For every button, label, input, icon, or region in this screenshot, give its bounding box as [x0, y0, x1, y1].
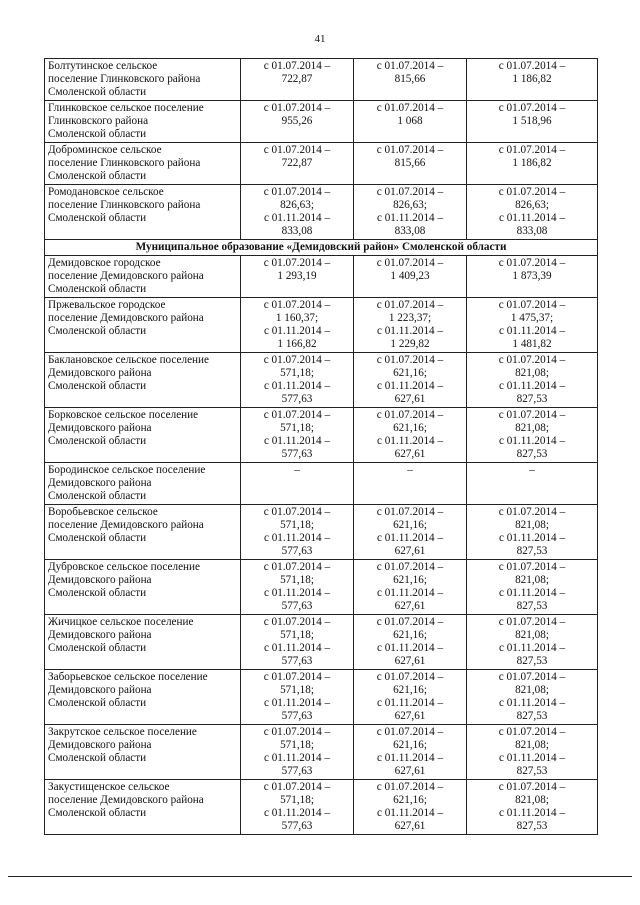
tariff-value-line: с 01.07.2014 – [498, 506, 566, 518]
tariff-table [44, 58, 598, 835]
tariff-value-line: – [407, 464, 413, 476]
tariff-value-line: с 01.07.2014 – [376, 726, 444, 738]
settlement-name-line: Демидовского района [48, 367, 152, 379]
table-row [45, 670, 598, 725]
settlement-name-cell [45, 505, 241, 560]
tariff-cell [467, 463, 598, 505]
page-number: 41 [314, 33, 326, 45]
tariff-value-line: с 01.07.2014 – [376, 257, 444, 269]
section-title: Муниципальное образование «Демидовский район» Смоленской области [45, 240, 598, 256]
settlement-name-line: Баклановское сельское поселение [48, 354, 209, 366]
tariff-cell [354, 725, 467, 780]
settlement-name-line: Жичицкое сельское поселение [48, 616, 194, 628]
tariff-value-line: с 01.07.2014 – [263, 144, 331, 156]
tariff-value-line: 571,18; [280, 519, 314, 531]
settlement-name-line: Глинковского района [48, 115, 149, 127]
tariff-value-line: с 01.11.2014 – [498, 587, 566, 599]
tariff-value-line: 627,61 [394, 820, 426, 832]
tariff-value-line: 627,61 [394, 393, 426, 405]
settlement-name-line: Ромодановское сельское [48, 186, 164, 198]
tariff-value-line: с 01.07.2014 – [498, 60, 566, 72]
tariff-value-line: 826,63; [515, 199, 549, 211]
tariff-cell [241, 59, 354, 101]
tariff-value-line: с 01.11.2014 – [376, 587, 444, 599]
table-row [45, 505, 598, 560]
tariff-value-line: с 01.11.2014 – [263, 807, 331, 819]
tariff-value-line: 571,18; [280, 684, 314, 696]
table-row [45, 298, 598, 353]
settlement-name-cell [45, 408, 241, 463]
tariff-value-line: 621,16; [393, 739, 427, 751]
tariff-value-line: с 01.07.2014 – [376, 616, 444, 628]
tariff-value-line: 571,18; [280, 422, 314, 434]
settlement-name-cell [45, 256, 241, 298]
tariff-value-line: с 01.11.2014 – [376, 532, 444, 544]
tariff-cell [354, 463, 467, 505]
table-row [45, 725, 598, 780]
settlement-name-cell [45, 101, 241, 143]
tariff-value-line: с 01.07.2014 – [498, 299, 566, 311]
tariff-cell [354, 670, 467, 725]
tariff-value-line: с 01.07.2014 – [498, 726, 566, 738]
tariff-value-line: 827,53 [516, 820, 548, 832]
tariff-cell [467, 408, 598, 463]
tariff-value-line: 577,63 [281, 448, 313, 460]
tariff-value-line: с 01.07.2014 – [498, 409, 566, 421]
tariff-value-line: с 01.11.2014 – [376, 642, 444, 654]
tariff-value-line: 571,18; [280, 574, 314, 586]
tariff-value-line: с 01.07.2014 – [263, 561, 331, 573]
table-row [45, 780, 598, 835]
tariff-value-line: с 01.11.2014 – [376, 380, 444, 392]
tariff-cell [467, 353, 598, 408]
settlement-name-line: поселение Демидовского района [48, 270, 204, 282]
tariff-value-line: с 01.07.2014 – [498, 186, 566, 198]
tariff-cell [354, 615, 467, 670]
tariff-value-line: 821,08; [515, 422, 549, 434]
tariff-value-line: 627,61 [394, 765, 426, 777]
tariff-value-line: 627,61 [394, 710, 426, 722]
tariff-value-line: 627,61 [394, 545, 426, 557]
tariff-cell [354, 143, 467, 185]
settlement-name-line: Смоленской области [48, 642, 147, 654]
tariff-value-line: 821,08; [515, 684, 549, 696]
settlement-name-line: Смоленской области [48, 283, 147, 295]
table-row [45, 185, 598, 240]
tariff-value-line: 955,26 [281, 115, 313, 127]
tariff-cell [354, 298, 467, 353]
tariff-value-line: 1 068 [397, 115, 423, 127]
tariff-value-line: с 01.11.2014 – [263, 752, 331, 764]
tariff-value-line: 1 873,39 [512, 270, 552, 282]
tariff-cell [467, 185, 598, 240]
tariff-value-line: с 01.07.2014 – [376, 102, 444, 114]
tariff-cell [241, 143, 354, 185]
tariff-value-line: с 01.11.2014 – [376, 697, 444, 709]
tariff-value-line: 833,08 [281, 225, 313, 237]
tariff-value-line: 621,16; [393, 794, 427, 806]
tariff-value-line: 821,08; [515, 367, 549, 379]
table-row [45, 353, 598, 408]
tariff-value-line: с 01.11.2014 – [498, 435, 566, 447]
tariff-cell [354, 256, 467, 298]
tariff-value-line: 1 229,82 [390, 338, 430, 350]
tariff-value-line: 577,63 [281, 820, 313, 832]
tariff-value-line: с 01.07.2014 – [498, 781, 566, 793]
tariff-value-line: 577,63 [281, 765, 313, 777]
tariff-value-line: с 01.07.2014 – [263, 616, 331, 628]
tariff-value-line: с 01.07.2014 – [376, 409, 444, 421]
tariff-cell [467, 615, 598, 670]
tariff-cell [241, 256, 354, 298]
settlement-name-cell [45, 59, 241, 101]
table-row [45, 143, 598, 185]
settlement-name-line: Демидовского района [48, 477, 152, 489]
tariff-value-line: с 01.07.2014 – [376, 299, 444, 311]
settlement-name-cell [45, 725, 241, 780]
tariff-value-line: с 01.07.2014 – [498, 616, 566, 628]
tariff-value-line: с 01.07.2014 – [263, 102, 331, 114]
tariff-value-line: 722,87 [281, 157, 313, 169]
tariff-cell [354, 408, 467, 463]
tariff-value-line: 827,53 [516, 710, 548, 722]
tariff-cell [241, 463, 354, 505]
tariff-cell [241, 780, 354, 835]
tariff-cell [467, 560, 598, 615]
settlement-name-line: Доброминское сельское [48, 144, 162, 156]
settlement-name-line: Заборьевское сельское поселение [48, 671, 208, 683]
tariff-cell [241, 725, 354, 780]
tariff-value-line: с 01.11.2014 – [376, 435, 444, 447]
tariff-value-line: 1 186,82 [512, 157, 552, 169]
settlement-name-cell [45, 185, 241, 240]
tariff-value-line: с 01.11.2014 – [263, 325, 331, 337]
tariff-value-line: 827,53 [516, 393, 548, 405]
table-row [45, 463, 598, 505]
tariff-value-line: с 01.11.2014 – [498, 807, 566, 819]
tariff-value-line: с 01.11.2014 – [263, 587, 331, 599]
tariff-value-line: с 01.11.2014 – [263, 642, 331, 654]
settlement-name-line: Пржевальское городское [48, 299, 166, 311]
tariff-value-line: 577,63 [281, 393, 313, 405]
tariff-cell [241, 101, 354, 143]
settlement-name-line: Смоленской области [48, 380, 147, 392]
settlement-name-cell [45, 353, 241, 408]
table-row [45, 615, 598, 670]
tariff-cell [354, 185, 467, 240]
tariff-value-line: с 01.07.2014 – [263, 409, 331, 421]
table-row [45, 101, 598, 143]
settlement-name-line: поселение Демидовского района [48, 312, 204, 324]
tariff-value-line: 827,53 [516, 545, 548, 557]
tariff-value-line: 833,08 [394, 225, 426, 237]
settlement-name-cell [45, 670, 241, 725]
settlement-name-line: Бородинское сельское поселение [48, 464, 206, 476]
tariff-value-line: с 01.07.2014 – [498, 354, 566, 366]
tariff-value-line: с 01.11.2014 – [263, 532, 331, 544]
tariff-value-line: с 01.07.2014 – [498, 561, 566, 573]
tariff-value-line: с 01.11.2014 – [263, 697, 331, 709]
tariff-value-line: 1 409,23 [390, 270, 430, 282]
tariff-value-line: с 01.07.2014 – [376, 671, 444, 683]
settlement-name-cell [45, 298, 241, 353]
table-row [45, 408, 598, 463]
settlement-name-line: Демидовского района [48, 629, 152, 641]
tariff-cell [467, 143, 598, 185]
tariff-cell [241, 298, 354, 353]
tariff-value-line: с 01.07.2014 – [376, 186, 444, 198]
settlement-name-line: Воробьевское сельское [48, 506, 158, 518]
tariff-value-line: с 01.11.2014 – [498, 642, 566, 654]
settlement-name-cell [45, 463, 241, 505]
tariff-value-line: 821,08; [515, 794, 549, 806]
tariff-cell [354, 505, 467, 560]
tariff-cell [354, 780, 467, 835]
footer-rule [8, 876, 632, 877]
tariff-cell [241, 560, 354, 615]
section-row [45, 240, 598, 256]
settlement-name-line: поселение Глинковского района [48, 157, 201, 169]
tariff-value-line: 571,18; [280, 629, 314, 641]
settlement-name-cell [45, 780, 241, 835]
tariff-value-line: с 01.07.2014 – [263, 257, 331, 269]
tariff-value-line: 1 166,82 [277, 338, 317, 350]
tariff-cell [241, 670, 354, 725]
tariff-value-line: с 01.07.2014 – [263, 354, 331, 366]
tariff-value-line: с 01.07.2014 – [263, 781, 331, 793]
tariff-value-line: 827,53 [516, 600, 548, 612]
tariff-value-line: 827,53 [516, 765, 548, 777]
table-row [45, 560, 598, 615]
tariff-value-line: с 01.07.2014 – [263, 726, 331, 738]
settlement-name-line: Смоленской области [48, 86, 147, 98]
tariff-value-line: с 01.07.2014 – [498, 102, 566, 114]
tariff-value-line: 571,18; [280, 739, 314, 751]
settlement-name-line: Болтутинское сельское [48, 60, 158, 72]
tariff-value-line: 577,63 [281, 600, 313, 612]
settlement-name-line: Смоленской области [48, 697, 147, 709]
tariff-value-line: 827,53 [516, 655, 548, 667]
settlement-name-line: Смоленской области [48, 170, 147, 182]
tariff-cell [467, 505, 598, 560]
tariff-value-line: 815,66 [394, 157, 426, 169]
tariff-value-line: 621,16; [393, 684, 427, 696]
tariff-value-line: с 01.07.2014 – [376, 354, 444, 366]
tariff-value-line: 621,16; [393, 519, 427, 531]
tariff-value-line: 627,61 [394, 655, 426, 667]
settlement-name-cell [45, 143, 241, 185]
settlement-name-line: Дубровское сельское поселение [48, 561, 200, 573]
tariff-value-line: с 01.07.2014 – [263, 60, 331, 72]
tariff-value-line: 821,08; [515, 739, 549, 751]
tariff-value-line: – [294, 464, 300, 476]
tariff-value-line: 621,16; [393, 629, 427, 641]
tariff-cell [354, 59, 467, 101]
tariff-cell [467, 101, 598, 143]
tariff-value-line: с 01.07.2014 – [498, 671, 566, 683]
tariff-value-line: 571,18; [280, 794, 314, 806]
tariff-value-line: 1 223,37; [388, 312, 432, 324]
tariff-value-line: с 01.07.2014 – [376, 781, 444, 793]
tariff-cell [467, 670, 598, 725]
tariff-value-line: 1 481,82 [512, 338, 552, 350]
settlement-name-cell [45, 560, 241, 615]
tariff-value-line: 577,63 [281, 545, 313, 557]
tariff-value-line: с 01.11.2014 – [498, 380, 566, 392]
tariff-cell [467, 256, 598, 298]
tariff-value-line: с 01.11.2014 – [376, 212, 444, 224]
tariff-cell [354, 101, 467, 143]
tariff-value-line: 621,16; [393, 422, 427, 434]
tariff-value-line: 571,18; [280, 367, 314, 379]
tariff-value-line: с 01.11.2014 – [263, 435, 331, 447]
settlement-name-line: Смоленской области [48, 435, 147, 447]
tariff-value-line: с 01.07.2014 – [376, 561, 444, 573]
tariff-value-line: 621,16; [393, 574, 427, 586]
tariff-cell [241, 185, 354, 240]
tariff-value-line: 722,87 [281, 73, 313, 85]
settlement-name-line: Смоленской области [48, 490, 147, 502]
tariff-value-line: с 01.11.2014 – [498, 752, 566, 764]
tariff-value-line: с 01.11.2014 – [376, 752, 444, 764]
tariff-value-line: 827,53 [516, 448, 548, 460]
tariff-value-line: 1 186,82 [512, 73, 552, 85]
settlement-name-line: поселение Демидовского района [48, 519, 204, 531]
settlement-name-line: Глинковское сельское поселение [48, 102, 204, 114]
tariff-value-line: с 01.07.2014 – [376, 144, 444, 156]
tariff-table-body [45, 59, 598, 835]
tariff-value-line: 821,08; [515, 629, 549, 641]
tariff-cell [241, 505, 354, 560]
tariff-value-line: с 01.07.2014 – [498, 144, 566, 156]
tariff-value-line: с 01.11.2014 – [263, 380, 331, 392]
settlement-name-line: Смоленской области [48, 532, 147, 544]
settlement-name-line: поселение Глинковского района [48, 199, 201, 211]
tariff-cell [354, 560, 467, 615]
tariff-value-line: с 01.07.2014 – [376, 506, 444, 518]
tariff-value-line: 1 518,96 [512, 115, 552, 127]
settlement-name-line: Смоленской области [48, 212, 147, 224]
tariff-cell [241, 408, 354, 463]
tariff-value-line: с 01.11.2014 – [498, 325, 566, 337]
tariff-value-line: с 01.07.2014 – [376, 60, 444, 72]
table-row [45, 256, 598, 298]
tariff-value-line: 577,63 [281, 655, 313, 667]
tariff-cell [241, 353, 354, 408]
settlement-name-line: Смоленской области [48, 587, 147, 599]
tariff-value-line: 621,16; [393, 367, 427, 379]
tariff-value-line: с 01.11.2014 – [498, 212, 566, 224]
tariff-value-line: с 01.11.2014 – [498, 697, 566, 709]
tariff-value-line: с 01.07.2014 – [263, 506, 331, 518]
tariff-value-line: 1 475,37; [510, 312, 554, 324]
tariff-cell [467, 780, 598, 835]
tariff-value-line: с 01.11.2014 – [498, 532, 566, 544]
settlement-name-line: Закрутское сельское поселение [48, 726, 197, 738]
tariff-value-line: 815,66 [394, 73, 426, 85]
tariff-value-line: 826,63; [280, 199, 314, 211]
settlement-name-line: Борковское сельское поселение [48, 409, 199, 421]
tariff-cell [241, 615, 354, 670]
tariff-cell [354, 353, 467, 408]
settlement-name-line: Демидовского района [48, 684, 152, 696]
settlement-name-line: Демидовского района [48, 422, 152, 434]
settlement-name-line: Демидовское городское [48, 257, 161, 269]
settlement-name-line: Демидовского района [48, 739, 152, 751]
tariff-value-line: 627,61 [394, 600, 426, 612]
tariff-value-line: с 01.07.2014 – [263, 299, 331, 311]
tariff-value-line: 577,63 [281, 710, 313, 722]
tariff-value-line: 833,08 [516, 225, 548, 237]
settlement-name-line: поселение Глинковского района [48, 73, 201, 85]
settlement-name-line: Закустищенское сельское [48, 781, 170, 793]
settlement-name-line: Смоленской области [48, 128, 147, 140]
tariff-cell [467, 59, 598, 101]
tariff-cell [467, 298, 598, 353]
settlement-name-line: Смоленской области [48, 325, 147, 337]
tariff-value-line: с 01.07.2014 – [263, 671, 331, 683]
settlement-name-line: Смоленской области [48, 807, 147, 819]
tariff-value-line: 627,61 [394, 448, 426, 460]
settlement-name-line: Демидовского района [48, 574, 152, 586]
tariff-value-line: с 01.07.2014 – [498, 257, 566, 269]
tariff-value-line: – [529, 464, 535, 476]
tariff-value-line: с 01.11.2014 – [376, 325, 444, 337]
tariff-value-line: с 01.11.2014 – [263, 212, 331, 224]
table-row [45, 59, 598, 101]
tariff-value-line: 1 160,37; [275, 312, 319, 324]
settlement-name-line: поселение Демидовского района [48, 794, 204, 806]
tariff-value-line: с 01.07.2014 – [263, 186, 331, 198]
tariff-value-line: с 01.11.2014 – [376, 807, 444, 819]
settlement-name-cell [45, 615, 241, 670]
tariff-value-line: 826,63; [393, 199, 427, 211]
tariff-value-line: 1 293,19 [277, 270, 317, 282]
settlement-name-line: Смоленской области [48, 752, 147, 764]
tariff-cell [467, 725, 598, 780]
tariff-value-line: 821,08; [515, 574, 549, 586]
tariff-value-line: 821,08; [515, 519, 549, 531]
